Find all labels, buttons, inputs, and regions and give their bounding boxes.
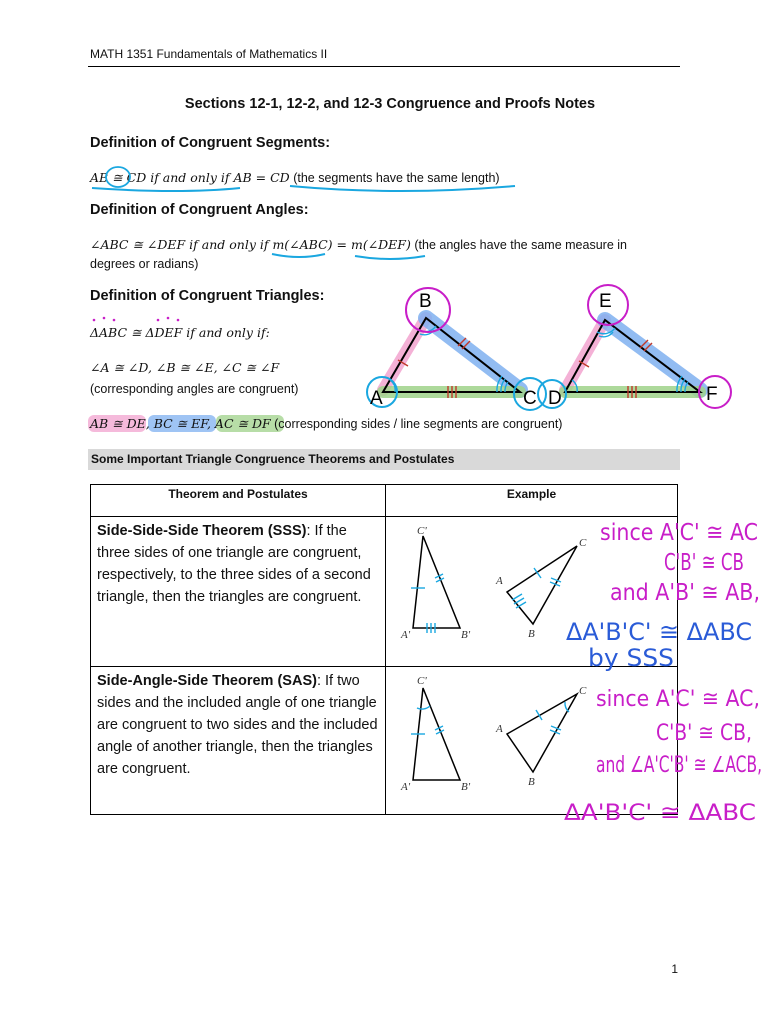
page-title: Sections 12-1, 12-2, and 12-3 Congruence and Proofs Notes [184, 96, 596, 112]
sas-example-figure [395, 672, 595, 797]
label-f: F [706, 384, 718, 405]
svg-text:A: A [496, 723, 503, 735]
label-e: E [599, 291, 612, 312]
label-d: D [548, 388, 562, 409]
corresponding-angles: ∠A ≅ ∠D, ∠B ≅ ∠E, ∠C ≅ ∠F [90, 360, 280, 375]
segments-statement: AB ≅ CD if and only if AB = CD [90, 170, 290, 185]
svg-text:A': A' [401, 629, 411, 641]
svg-text:C': C' [417, 525, 427, 537]
svg-text:C: C [579, 685, 587, 697]
svg-text:C': C' [417, 675, 427, 687]
hw-sas-line4: ΔA'B'C' ≅ ΔABC [564, 801, 756, 826]
svg-text:B': B' [461, 629, 471, 641]
course-header: MATH 1351 Fundamentals of Mathematics II [90, 47, 328, 61]
hw-sas-line2: C'B' ≅ CB, [656, 721, 752, 746]
table-header-row [91, 485, 678, 517]
svg-text:C: C [579, 537, 587, 549]
label-a: A [370, 388, 383, 409]
sss-example-figure [395, 520, 595, 645]
svg-text:B: B [528, 776, 535, 788]
corresponding-sides: AB ≅ DE, BC ≅ EF, AC ≅ DF (corresponding sides / line segments are congruent) [90, 416, 563, 431]
svg-text:B': B' [461, 781, 471, 793]
corresponding-angles-note: (corresponding angles are congruent) [90, 382, 299, 396]
col-header-theorem: Theorem and Postulates [91, 485, 386, 517]
hw-sas-line3: and ∠A'C'B' ≅ ∠ACB, [596, 753, 762, 778]
angles-note-1: (the angles have the same measure in [414, 238, 627, 252]
svg-text:A: A [496, 575, 503, 587]
segments-heading: Definition of Congruent Segments: [90, 135, 331, 151]
hw-sas-line1: since A'C' ≅ AC, [596, 687, 760, 712]
angles-note-2: degrees or radians) [90, 257, 199, 271]
angles-heading: Definition of Congruent Angles: [90, 202, 309, 218]
triangles-heading: Definition of Congruent Triangles: [90, 288, 325, 304]
hw-sss-line3: and A'B' ≅ AB, [610, 580, 760, 606]
theorem-sas: Side-Angle-Side Theorem (SAS): If two sides and the included angle of one triangle are congruent to two sides and the included angle of another triangle, then the triangles are congruent. [91, 667, 386, 815]
theorem-sss: Side-Side-Side Theorem (SSS): If the three sides of one triangle are congruent, respectively, to the three sides of a second triangle, then the triangles are congruent. [91, 517, 386, 667]
label-b: B [419, 291, 432, 312]
hw-sss-line2: C'B' ≅ CB [664, 550, 744, 576]
theorems-banner: Some Important Triangle Congruence Theorems and Postulates [88, 449, 680, 470]
page-number: 1 [671, 962, 678, 976]
svg-text:B: B [528, 628, 535, 640]
col-header-example: Example [386, 485, 678, 517]
svg-text:A': A' [401, 781, 411, 793]
hw-sss-line5: by SSS [588, 644, 674, 672]
angles-statement: ∠ABC ≅ ∠DEF if and only if m(∠ABC) = m(∠DEF) [90, 237, 411, 252]
hw-sss-line1: since A'C' ≅ AC [600, 520, 758, 546]
segments-note: (the segments have the same length) [293, 171, 500, 185]
congruent-triangles-figure [360, 280, 760, 415]
triangles-statement: ΔABC ≅ ΔDEF if and only if: [90, 325, 270, 340]
label-c: C [523, 388, 537, 409]
hw-sss-line4: ΔA'B'C' ≅ ΔABC [566, 618, 752, 646]
